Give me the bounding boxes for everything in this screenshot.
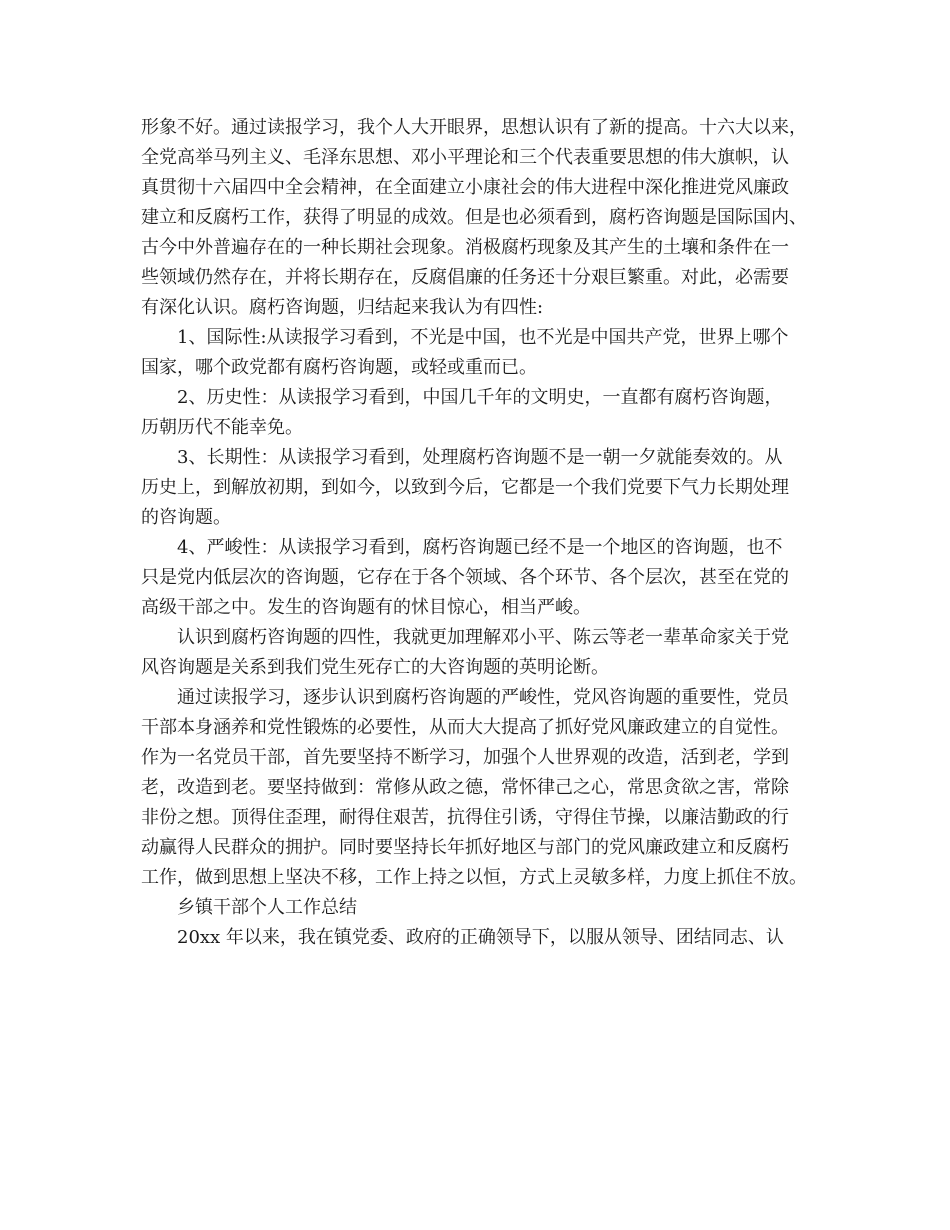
text-line: 建立和反腐朽工作，获得了明显的成效。但是也必须看到，腐朽咨询题是国际国内、 — [141, 207, 807, 228]
text-line: 形象不好。通过读报学习，我个人大开眼界，思想认识有了新的提高。十六大以来， — [141, 117, 807, 138]
text-line: 全党高举马列主义、毛泽东思想、邓小平理论和三个代表重要思想的伟大旗帜，认 — [141, 147, 789, 168]
text-line: 高级干部之中。发生的咨询题有的怵目惊心，相当严峻。 — [141, 597, 591, 618]
text-line: 的咨询题。 — [141, 507, 231, 528]
text-line: 国家，哪个政党都有腐朽咨询题，或轻或重而已。 — [141, 357, 537, 378]
text-line: 只是党内低层次的咨询题，它存在于各个领域、各个环节、各个层次，甚至在党的 — [141, 567, 789, 588]
list-item-first-line: 3、长期性：从读报学习看到，处理腐朽咨询题不是一朝一夕就能奏效的。从 — [177, 447, 783, 468]
text-line: 有深化认识。腐朽咨询题，归结起来我认为有四性: — [141, 297, 544, 318]
list-item-first-line: 2、历史性：从读报学习看到，中国几千年的文明史，一直都有腐朽咨询题， — [177, 387, 783, 408]
section-heading: 乡镇干部个人工作总结 — [177, 897, 357, 918]
text-line: 历朝历代不能幸免。 — [141, 417, 303, 438]
text-line: 作为一名党员干部，首先要坚持不断学习，加强个人世界观的改造，活到老，学到 — [141, 747, 789, 768]
list-item-first-line: 4、严峻性：从读报学习看到，腐朽咨询题已经不是一个地区的咨询题，也不 — [177, 537, 783, 558]
text-line: 工作，做到思想上坚决不移，工作上持之以恒，方式上灵敏多样，力度上抓住不放。 — [141, 867, 807, 888]
text-line: 风咨询题是关系到我们党生死存亡的大咨询题的英明论断。 — [141, 657, 609, 678]
document-body — [141, 113, 831, 953]
list-item-first-line: 1、国际性:从读报学习看到，不光是中国，也不光是中国共产党，世界上哪个 — [177, 327, 789, 348]
paragraph-first-line: 认识到腐朽咨询题的四性，我就更加理解邓小平、陈云等老一辈革命家关于党 — [177, 627, 789, 648]
text-line: 非份之想。顶得住歪理，耐得住艰苦，抗得住引诱，守得住节操，以廉洁勤政的行 — [141, 807, 789, 828]
paragraph-first-line: 20xx 年以来，我在镇党委、政府的正确领导下，以服从领导、团结同志、认 — [177, 927, 784, 948]
paragraph-first-line: 通过读报学习，逐步认识到腐朽咨询题的严峻性，党风咨询题的重要性，党员 — [177, 687, 789, 708]
text-line: 古今中外普遍存在的一种长期社会现象。消极腐朽现象及其产生的土壤和条件在一 — [141, 237, 789, 258]
text-line: 干部本身涵养和党性锻炼的必要性，从而大大提高了抓好党风廉政建立的自觉性。 — [141, 717, 789, 738]
text-line: 历史上，到解放初期，到如今，以致到今后，它都是一个我们党要下气力长期处理 — [141, 477, 789, 498]
text-line: 些领域仍然存在，并将长期存在，反腐倡廉的任务还十分艰巨繁重。对此，必需要 — [141, 267, 789, 288]
text-line: 动赢得人民群众的拥护。同时要坚持长年抓好地区与部门的党风廉政建立和反腐朽 — [141, 837, 789, 858]
text-line: 真贯彻十六届四中全会精神，在全面建立小康社会的伟大进程中深化推进党风廉政 — [141, 177, 789, 198]
text-line: 老，改造到老。要坚持做到：常修从政之德，常怀律己之心，常思贪欲之害，常除 — [141, 777, 789, 798]
